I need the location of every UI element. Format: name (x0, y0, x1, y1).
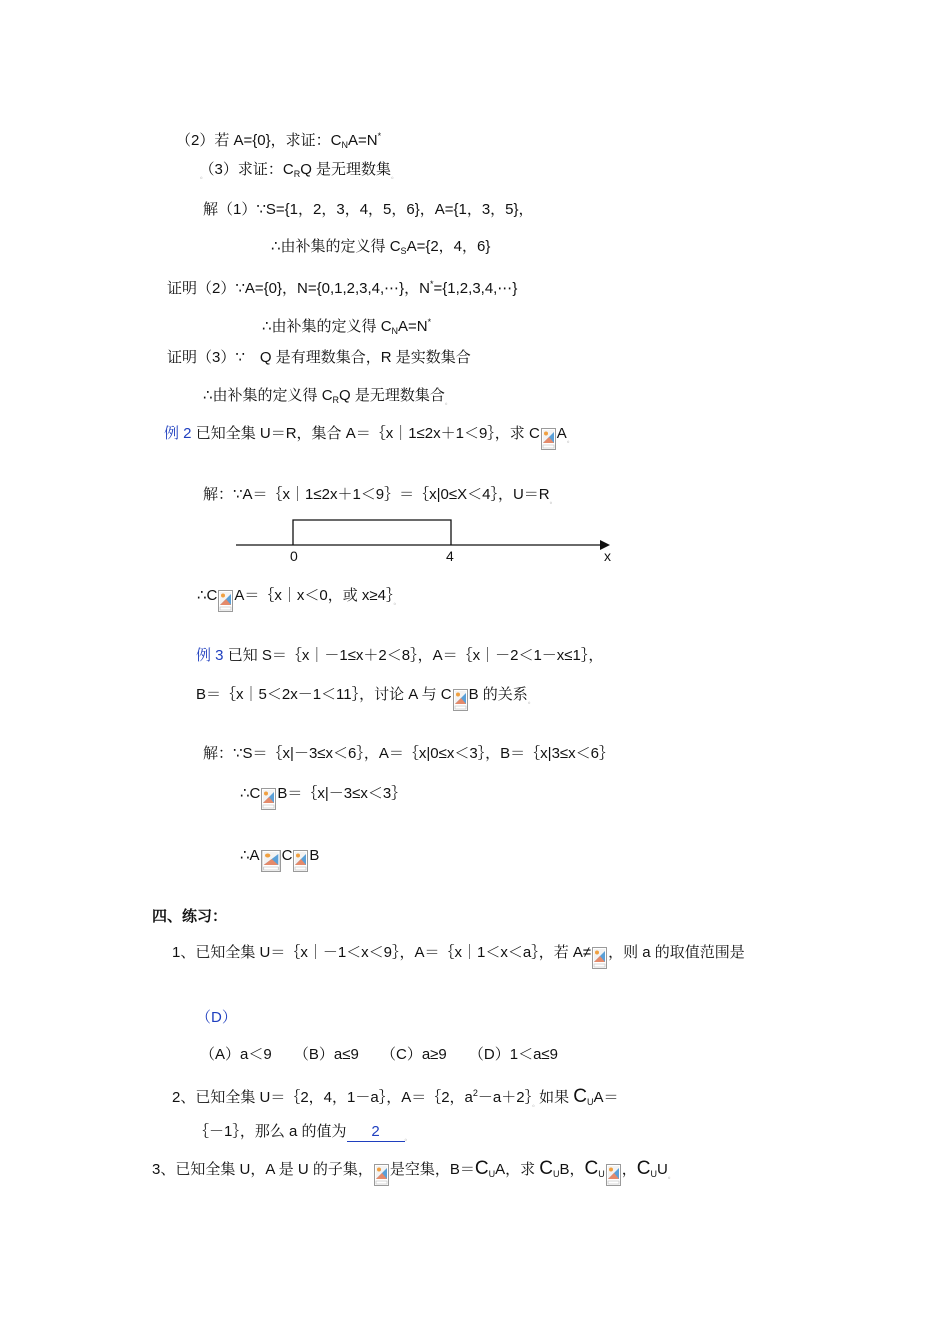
solution1-line-a: 解（1）∵S={1，2，3，4，5，6}，A={1，3，5}， (203, 201, 534, 218)
exercise1-answer: （D） (196, 1009, 237, 1026)
empty-set-image-icon (374, 1164, 389, 1186)
solution1-line-b: ∴由补集的定义得 $C_SA=\{2$，4，6} (271, 238, 491, 256)
tick-label-0: 0 (290, 548, 298, 564)
example3-result-1: ∴C B＝｛x|－3≤x＜3｝ (240, 784, 406, 810)
example3-solution: 解：∵S＝｛x|－3≤x＜6｝，A＝｛x|0≤x＜3｝，B＝｛x|3≤x＜6｝ (203, 745, 615, 762)
exercise3-question: 3、已知全集 U，A 是 U 的子集， 是空集，$B=C_UA$，求 $C_UB$，$C_U$ ，$C_UU_。$ (152, 1159, 675, 1187)
example2-label: 例 2 (164, 425, 192, 442)
complement-symbol-image-icon (293, 850, 308, 872)
example2-statement: 例 2 已知全集 U＝R，集合 A＝｛x｜1≤2x＋1＜9｝，求 C $A_。$ (164, 424, 574, 451)
example2-solution: 解：∵A＝｛x｜1≤2x＋1＜9｝＝｛x|0≤X＜4｝，$U=R_。$ (203, 486, 557, 505)
option-b: （B）a≤9 (293, 1046, 359, 1063)
empty-set-image-icon (606, 1164, 621, 1186)
example3-statement-b: B＝｛x｜5＜2x－1＜11｝，讨论 A 与 C B 的关系$_。$ (196, 685, 535, 712)
subset-symbol-image-icon (261, 850, 281, 872)
section-heading-exercises: 四、练习： (152, 908, 228, 925)
proof3-line-a: 证明（3）∵ Q 是有理数集合，R 是实数集合 (167, 349, 471, 366)
example3-statement: 例 3 已知 S＝｛x｜－1≤x＋2＜8｝，A＝｛x｜－2＜1－x≤1｝， (196, 647, 604, 664)
axis-label-x: x (604, 548, 611, 564)
exercise1-options (200, 1045, 558, 1065)
example3-label: 例 3 (196, 647, 224, 664)
empty-set-image-icon (592, 947, 607, 969)
complement-symbol-image-icon (218, 590, 233, 612)
part3-line: $_。$（3）求证：$C_RQ$ 是无理数集$_。$ (200, 161, 399, 180)
exercise2-question-b: ｛－1｝，那么 a 的值为 2 $_。$ (194, 1123, 412, 1142)
exercise1-question: 1、已知全集 U＝｛x｜－1＜x＜9｝，A＝｛x｜1＜x＜a｝，若 A≠ ，则 a 的取值范围是 (172, 943, 745, 969)
example3-result-2: ∴A C B (240, 846, 319, 872)
option-c: （C）a≥9 (380, 1046, 447, 1063)
exercise2-answer-blank: 2 (347, 1123, 405, 1142)
interval-bracket (293, 520, 451, 545)
proof2-line-b: ∴由补集的定义得 $C_NA=N^*$ (262, 317, 432, 336)
proof3-line-b: ∴由补集的定义得 $C_RQ$ 是无理数集合$_。$ (203, 387, 452, 406)
tick-label-4: 4 (446, 548, 454, 564)
exercise2-question: 2、已知全集 U＝｛2，4，1－a｝，A＝｛2，$a^2-a+2\}_。$如果 $C_UA=$ (172, 1086, 619, 1108)
option-d: （D）1＜a≤9 (468, 1046, 558, 1063)
number-line-diagram (230, 512, 630, 572)
example2-result: ∴C A＝｛x｜x＜0，或 $x\ge 4\}_。$ (197, 586, 400, 613)
option-a: （A）a＜9 (200, 1046, 272, 1063)
complement-symbol-image-icon (453, 689, 468, 711)
complement-symbol-image-icon (541, 428, 556, 450)
proof2-line-a: 证明（2）∵A={0}，N={0,1,2,3,4,⋯}，N*={1,2,3,4,⋯} (167, 279, 518, 297)
part2-line: （2）若 A={0}，求证：$C_NA=N^*$ (176, 131, 382, 150)
complement-symbol-image-icon (261, 788, 276, 810)
